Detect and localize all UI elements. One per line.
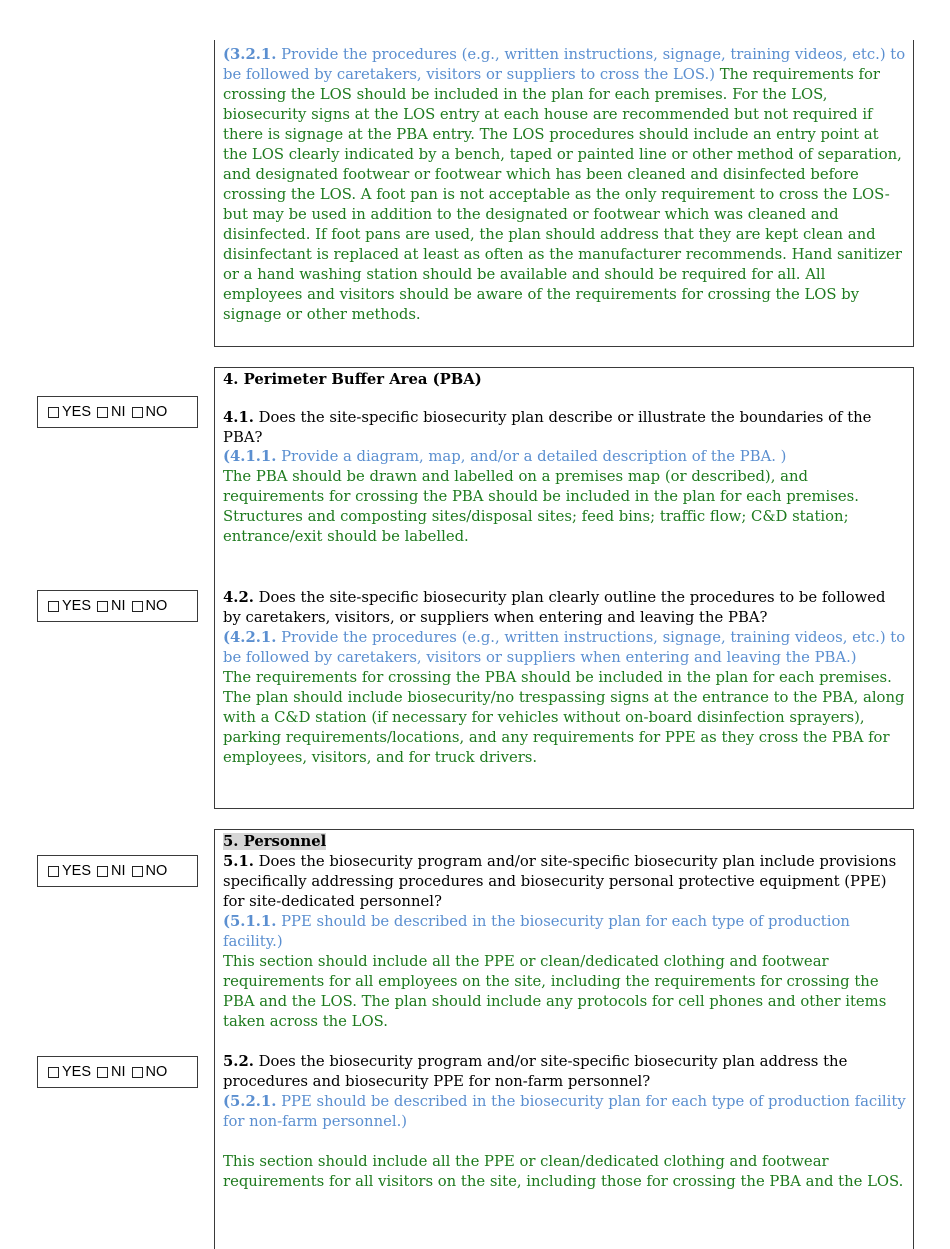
yes-label: YES — [62, 598, 92, 614]
no-label: NO — [145, 1064, 168, 1080]
yes-label: YES — [62, 1064, 92, 1080]
question-4-2 — [223, 588, 906, 628]
no-checkbox[interactable] — [132, 404, 168, 420]
checkbox-icon — [48, 407, 59, 418]
answer-checkboxes-5-2 — [37, 1056, 198, 1088]
ni-checkbox[interactable] — [97, 598, 126, 614]
question-text: Does the biosecurity program and/or site-specific biosecurity plan include provisions specifically addressing procedures and biosecurity personal protective equipment (PPE) for site-dedicated personnel? — [223, 853, 897, 910]
no-label: NO — [145, 404, 168, 420]
question-number: 4.1. — [223, 409, 254, 426]
guidance-text: This section should include all the PPE or clean/dedicated clothing and footwear requirements for all visitors on the site, including those for crossing the PBA and the LOS. — [223, 1153, 904, 1190]
yes-checkbox[interactable] — [48, 404, 91, 420]
ni-label: NI — [111, 863, 126, 879]
ni-label: NI — [111, 598, 126, 614]
yes-checkbox[interactable] — [48, 598, 91, 614]
ni-checkbox[interactable] — [97, 404, 126, 420]
item-5-1-1 — [223, 912, 906, 1032]
no-label: NO — [145, 863, 168, 879]
checkbox-icon — [132, 1067, 143, 1078]
guidance-text: The PBA should be drawn and labelled on a premises map (or described), and requirements for crossing the PBA should be included in the plan for each premises. Structures and composting sites/disposal sites; feed bins; traffic flow; C&D station; entrance/exit should be labelled. — [223, 468, 859, 545]
item-number: (5.2.1. — [223, 1093, 277, 1110]
no-checkbox[interactable] — [132, 1064, 168, 1080]
answer-checkboxes-5-1 — [37, 855, 198, 887]
question-text: Does the site-specific biosecurity plan clearly outline the procedures to be followed by caretakers, visitors, or suppliers when entering and leaving the PBA? — [223, 589, 886, 626]
no-label: NO — [145, 598, 168, 614]
item-5-2-1-guidance — [223, 1152, 906, 1192]
answer-checkboxes-4-1 — [37, 396, 198, 428]
item-3-2-1 — [223, 45, 906, 325]
yes-label: YES — [62, 404, 92, 420]
question-number: 5.1. — [223, 853, 254, 870]
item-4-2-1 — [223, 628, 906, 768]
item-4-1-1 — [223, 447, 906, 547]
yes-label: YES — [62, 863, 92, 879]
guidance-text: This section should include all the PPE or clean/dedicated clothing and footwear requirements for all employees on the site, including the requirements for crossing the PBA and the LOS. The plan should include any protocols for cell phones and other items taken across the LOS. — [223, 953, 887, 1030]
guidance-text: The requirements for crossing the LOS should be included in the plan for each premises. For the LOS, biosecurity signs at the LOS entry at each house are recommended but not required if there is signage at the PBA entry. The LOS procedures should include an entry point at the LOS clearly indicated by a bench, taped or painted line or other method of separation, and designated footwear or footwear which has been cleaned and disinfected before crossing the LOS. A foot pan is not acceptable as the only requirement to cross the LOS- but may be used in addition to the designated or footwear which was cleaned and disinfected. If foot pans are used, the plan should address that they are kept clean and disinfectant is replaced at least as often as the manufacturer recommends. Hand sanitizer or a hand washing station should be available and should be required for all. All employees and visitors should be aware of the requirements for crossing the LOS by signage or other methods. — [223, 66, 902, 323]
ni-checkbox[interactable] — [97, 863, 126, 879]
question-5-2 — [223, 1052, 906, 1092]
checkbox-icon — [97, 866, 108, 877]
instruction-text: PPE should be described in the biosecurity plan for each type of production facility.) — [223, 913, 850, 950]
answer-checkboxes-4-2 — [37, 590, 198, 622]
guidance-text: The requirements for crossing the PBA should be included in the plan for each premises. The plan should include biosecurity/no trespassing signs at the entrance to the PBA, along with a C&D station (if necessary for vehicles without on-board disinfection sprayers), parking requirements/locations, and any requirements for PPE as they cross the PBA for employees, visitors, and for truck drivers. — [223, 669, 905, 766]
yes-checkbox[interactable] — [48, 1064, 91, 1080]
checkbox-icon — [48, 1067, 59, 1078]
item-number: (3.2.1. — [223, 46, 277, 63]
item-5-2-1-instruction — [223, 1092, 906, 1132]
instruction-text: Provide the procedures (e.g., written instructions, signage, training videos, etc.) to be followed by caretakers, visitors or suppliers when entering and leaving the PBA.) — [223, 629, 906, 666]
question-number: 5.2. — [223, 1053, 254, 1070]
checkbox-icon — [97, 1067, 108, 1078]
section-heading-text: 5. Personnel — [223, 833, 327, 850]
instruction-text: Provide the procedures (e.g., written instructions, signage, training videos, etc.) to be followed by caretakers, visitors or suppliers to cross the LOS.) — [223, 46, 906, 83]
item-number: (4.1.1. — [223, 448, 277, 465]
item-number: (4.2.1. — [223, 629, 277, 646]
checkbox-icon — [132, 866, 143, 877]
yes-checkbox[interactable] — [48, 863, 91, 879]
item-number: (5.1.1. — [223, 913, 277, 930]
checkbox-icon — [97, 407, 108, 418]
checkbox-icon — [132, 601, 143, 612]
section-heading — [223, 832, 906, 852]
question-text: Does the site-specific biosecurity plan describe or illustrate the boundaries of the PBA? — [223, 409, 872, 446]
checkbox-icon — [48, 866, 59, 877]
ni-label: NI — [111, 1064, 126, 1080]
question-text: Does the biosecurity program and/or site-specific biosecurity plan address the procedures and biosecurity PPE for non-farm personnel? — [223, 1053, 848, 1090]
instruction-text: Provide a diagram, map, and/or a detailed description of the PBA. ) — [281, 448, 787, 465]
question-number: 4.2. — [223, 589, 254, 606]
ni-label: NI — [111, 404, 126, 420]
checkbox-icon — [132, 407, 143, 418]
no-checkbox[interactable] — [132, 863, 168, 879]
question-4-1 — [223, 408, 906, 448]
question-5-1 — [223, 852, 906, 912]
checkbox-icon — [48, 601, 59, 612]
checkbox-icon — [97, 601, 108, 612]
section-heading: 4. Perimeter Buffer Area (PBA) — [223, 371, 482, 388]
instruction-text: PPE should be described in the biosecurity plan for each type of production facility for non-farm personnel.) — [223, 1093, 906, 1130]
no-checkbox[interactable] — [132, 598, 168, 614]
ni-checkbox[interactable] — [97, 1064, 126, 1080]
